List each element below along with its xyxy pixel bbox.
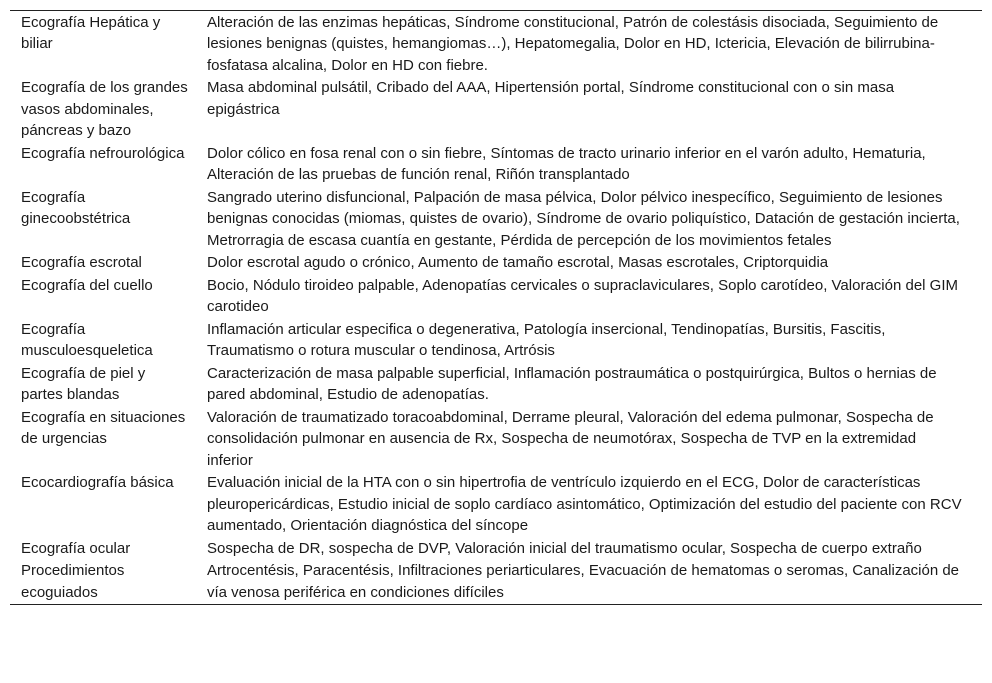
indications-cell: Alteración de las enzimas hepáticas, Síndrome constitucional, Patrón de colestásis disociada, Seguimiento de lesiones benignas (quistes, hemangiomas…), Hepatomegalia, Dolor en HD, Ictericia, Elevación de bilirrubina-fosfatasa alcalina, Dolor en HD con fiebre.	[207, 13, 939, 74]
table-row	[10, 560, 982, 604]
indications-table-container	[10, 10, 982, 605]
indications-cell: Valoración de traumatizado toracoabdominal, Derrame pleural, Valoración del edema pulmonar, Sospecha de consolidación pulmonar en ausencia de Rx, Sospecha de neumotórax, Sospecha de TVP en la extremidad inferior	[207, 408, 934, 469]
indications-cell: Evaluación inicial de la HTA con o sin hipertrofia de ventrículo izquierdo en el ECG, Dolor de características pleuropericárdicas, Estudio inicial de soplo cardíaco asintomático, Optimización del estudio del paciente con RCV aumentado, Orientación diagnóstica del síncope	[207, 474, 962, 534]
indications-cell: Inflamación articular especifica o degenerativa, Patología insercional, Tendinopatías, Bursitis, Fascitis, Traumatismo o rotura muscular o tendinosa, Artrósis	[207, 320, 886, 359]
table-row	[10, 142, 982, 186]
table-row	[10, 77, 982, 143]
table-row	[10, 11, 982, 77]
indications-cell: Bocio, Nódulo tiroideo palpable, Adenopatías cervicales o supraclaviculares, Soplo carotídeo, Valoración del GIM carotideo	[207, 276, 958, 315]
category-cell: Ecografía ginecoobstétrica	[21, 188, 131, 227]
category-cell: Ecografía escrotal	[21, 254, 142, 271]
table-row	[10, 537, 982, 560]
table-row	[10, 472, 982, 538]
category-cell: Ecocardiografía básica	[21, 474, 174, 491]
category-cell: Ecografía de los grandes vasos abdominales, páncreas y bazo	[21, 79, 188, 139]
table-row	[10, 318, 982, 362]
category-cell: Ecografía en situaciones de urgencias	[21, 408, 186, 447]
table-row	[10, 274, 982, 318]
indications-cell: Sangrado uterino disfuncional, Palpación de masa pélvica, Dolor pélvico inespecífico, Seguimiento de lesiones benignas conocidas (miomas, quistes de ovario), Síndrome de ovario poliquístico, Datación de gestación incierta, Metrorragia de escasa cuantía en gestante, Pérdida de percepción de los movimientos fetales	[207, 188, 960, 249]
table-row	[10, 186, 982, 252]
category-cell: Ecografía de piel y partes blandas	[21, 364, 146, 403]
indications-cell: Dolor escrotal agudo o crónico, Aumento de tamaño escrotal, Masas escrotales, Criptorquidia	[207, 254, 829, 271]
indications-cell: Dolor cólico en fosa renal con o sin fiebre, Síntomas de tracto urinario inferior en el varón adulto, Hematuria, Alteración de las pruebas de función renal, Riñón transplantado	[207, 144, 926, 183]
table-bottom-rule	[10, 604, 982, 605]
indications-cell: Masa abdominal pulsátil, Cribado del AAA, Hipertensión portal, Síndrome constitucional con o sin masa epigástrica	[207, 79, 895, 118]
indications-cell: Sospecha de DR, sospecha de DVP, Valoración inicial del traumatismo ocular, Sospecha de cuerpo extraño	[207, 539, 922, 557]
category-cell: Ecografía Hepática y biliar	[21, 13, 161, 52]
indications-cell: Artrocentésis, Paracentésis, Infiltraciones periarticulares, Evacuación de hematomas o seromas, Canalización de vía venosa periférica en condiciones difíciles	[207, 562, 960, 601]
category-cell: Ecografía del cuello	[21, 276, 153, 294]
indications-table	[10, 11, 982, 604]
table-row	[10, 362, 982, 406]
indications-cell: Caracterización de masa palpable superficial, Inflamación postraumática o postquirúrgica, Bultos o hernias de pared abdominal, Estudio de adenopatías.	[207, 364, 937, 403]
table-row	[10, 406, 982, 472]
category-cell: Procedimientos ecoguiados	[21, 562, 125, 601]
category-cell: Ecografía ocular	[21, 539, 131, 557]
category-cell: Ecografía musculoesqueletica	[21, 320, 153, 359]
table-row	[10, 252, 982, 275]
category-cell: Ecografía nefrourológica	[21, 144, 185, 162]
